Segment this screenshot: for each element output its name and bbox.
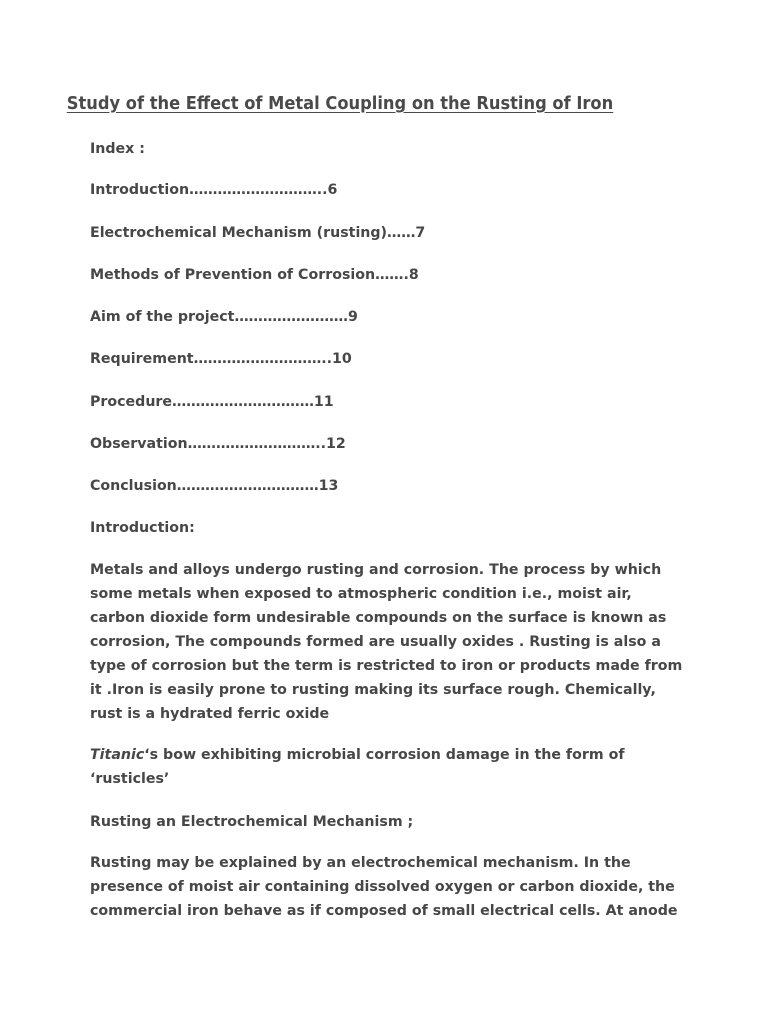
intro-heading: Introduction:: [90, 520, 195, 536]
titanic-italic-word: Titanic: [90, 747, 145, 763]
index-item-procedure: Procedure…………………………11: [90, 394, 334, 410]
intro-line: corrosion, The compounds formed are usually oxides . Rusting is also a: [90, 634, 661, 650]
intro-paragraph: [90, 558, 683, 726]
intro-line: some metals when exposed to atmospheric condition i.e., moist air,: [90, 586, 632, 602]
index-item-electrochemical-mechanism: Electrochemical Mechanism (rusting)……7: [90, 225, 426, 241]
mechanism-paragraph: [90, 851, 680, 923]
intro-line: carbon dioxide form undesirable compounds on the surface is known as: [90, 610, 667, 626]
intro-line: type of corrosion but the term is restricted to iron or products made from: [90, 658, 683, 674]
document-title: Study of the Effect of Metal Coupling on the Rusting of Iron: [66, 94, 614, 114]
index-item-introduction: Introduction………………………..6: [90, 182, 338, 198]
index-item-conclusion: Conclusion…………………………13: [90, 478, 339, 494]
index-item-aim: Aim of the project……………………9: [90, 309, 358, 325]
titanic-caption: [90, 743, 680, 791]
index-item-prevention: Methods of Prevention of Corrosion…….8: [90, 267, 419, 283]
intro-line: rust is a hydrated ferric oxide: [90, 706, 330, 722]
mechanism-line: Rusting may be explained by an electrochemical mechanism. In the: [90, 855, 631, 871]
index-item-observation: Observation………………………..12: [90, 436, 346, 452]
titanic-caption-rest: ‘s bow exhibiting microbial corrosion damage in the form of: [144, 747, 625, 763]
index-item-requirement: Requirement………………………..10: [90, 351, 352, 367]
intro-line: it .Iron is easily prone to rusting making its surface rough. Chemically,: [90, 682, 656, 698]
titanic-caption-line-1: [90, 743, 680, 767]
titanic-caption-line-2: ‘rusticles’: [90, 771, 170, 787]
index-heading: Index :: [90, 141, 145, 157]
mechanism-heading: Rusting an Electrochemical Mechanism ;: [90, 814, 414, 830]
intro-line: Metals and alloys undergo rusting and corrosion. The process by which: [90, 562, 662, 578]
mechanism-line: presence of moist air containing dissolved oxygen or carbon dioxide, the: [90, 879, 675, 895]
mechanism-line: commercial iron behave as if composed of small electrical cells. At anode: [90, 903, 678, 919]
